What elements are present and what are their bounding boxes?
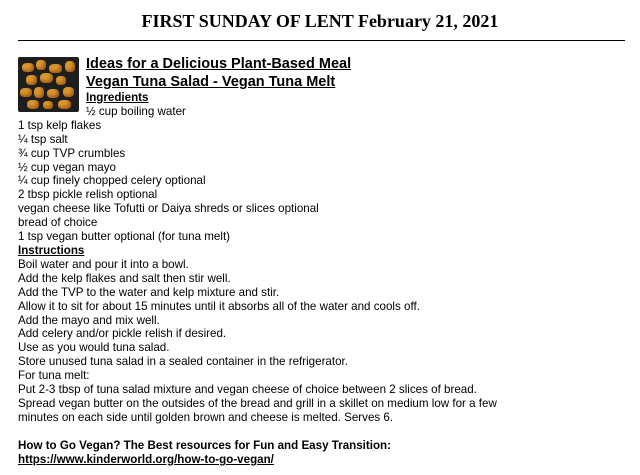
ingredient-item: bread of choice [18,216,98,230]
instruction-step: Spread vegan butter on the outsides of the bread and grill in a skillet on medium low for a few [18,396,497,410]
recipe-heading: Ideas for a Delicious Plant-Based Meal [86,56,352,72]
instructions-heading: Instructions [18,243,85,257]
ingredient-item: ½ cup vegan mayo [18,160,116,174]
resources-footer [18,439,628,467]
instruction-step: Add the TVP to the water and kelp mixture and stir. [18,285,280,299]
instruction-step: For tuna melt: [18,369,90,383]
ingredient-item: 1 tsp vegan butter optional (for tuna melt) [18,230,231,244]
instruction-step: Add celery and/or pickle relish if desired. [18,327,227,341]
resources-text: How to Go Vegan? The Best resources for Fun and Easy Transition: [18,439,391,452]
page-title: FIRST SUNDAY OF LENT February 21, 2021 [141,11,499,31]
instruction-step: Use as you would tuna salad. [18,341,170,355]
ingredients-heading: Ingredients [86,91,149,104]
instruction-step: Allow it to sit for about 15 minutes until it absorbs all of the water and cools off. [18,299,420,313]
resources-link[interactable]: https://www.kinderworld.org/how-to-go-vegan/ [18,453,274,466]
ingredient-item: ¼ cup finely chopped celery optional [18,174,206,188]
instruction-step: Add the kelp flakes and salt then stir well. [18,271,231,285]
ingredient-item: ½ cup boiling water [86,104,186,118]
ingredient-item: ¾ cup TVP crumbles [18,146,126,160]
instruction-step: Store unused tuna salad in a sealed container in the refrigerator. [18,355,348,369]
instruction-step: Boil water and pour it into a bowl. [18,257,189,271]
ingredient-item: vegan cheese like Tofutti or Daiya shreds or slices optional [18,202,319,216]
recipe-subheading: Vegan Tuna Salad - Vegan Tuna Melt [86,74,336,90]
instruction-step: minutes on each side until golden brown and cheese is melted. Serves 6. [18,410,394,424]
instruction-step: Add the mayo and mix well. [18,313,160,327]
title-divider [18,40,625,41]
ingredient-item: 2 tbsp pickle relish optional [18,188,158,202]
recipe-body [18,91,628,425]
ingredient-item: 1 tsp kelp flakes [18,118,102,132]
ingredient-item: ¼ tsp salt [18,132,68,146]
instruction-step: Put 2-3 tbsp of tuna salad mixture and vegan cheese of choice between 2 slices of bread. [18,383,477,397]
